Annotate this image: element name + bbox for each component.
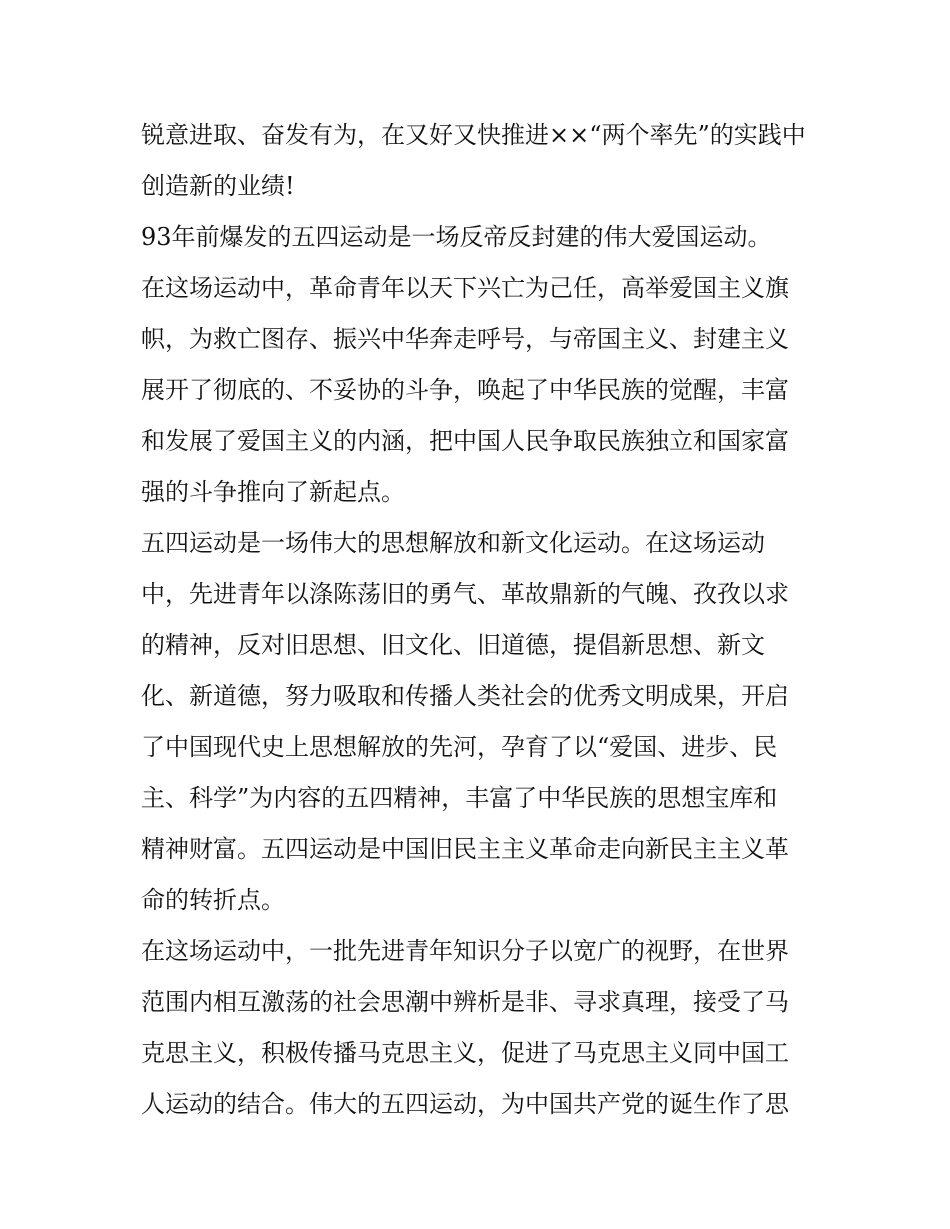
text-line: 克思主义，积极传播马克思主义，促进了马克思主义同中国工 bbox=[141, 1039, 789, 1067]
text-line: 化、新道德，努力吸取和传播人类社会的优秀文明成果，开启 bbox=[141, 682, 789, 710]
text-line: 创造新的业绩! bbox=[141, 172, 295, 200]
text-line: 了中国现代史上思想解放的先河，孕育了以“爱国、进步、民 bbox=[141, 733, 778, 761]
text-line: 人运动的结合。伟大的五四运动，为中国共产党的诞生作了思 bbox=[141, 1090, 789, 1118]
text-line: 命的转折点。 bbox=[141, 886, 285, 914]
text-line: 的精神，反对旧思想、旧文化、旧道德，提倡新思想、新文 bbox=[141, 631, 765, 659]
body-text bbox=[141, 110, 821, 1130]
text-line: 锐意进取、奋发有为，在又好又快推进××“两个率先”的实践中 bbox=[141, 121, 806, 149]
text-line: 帜，为救亡图存、振兴中华奔走呼号，与帝国主义、封建主义 bbox=[141, 325, 789, 353]
text-line: 展开了彻底的、不妥协的斗争，唤起了中华民族的觉醒，丰富 bbox=[141, 376, 789, 404]
text-line: 和发展了爱国主义的内涵，把中国人民争取民族独立和国家富 bbox=[141, 427, 789, 455]
text-line: 五四运动是一场伟大的思想解放和新文化运动。在这场运动 bbox=[141, 529, 765, 557]
text-line: 中，先进青年以涤陈荡旧的勇气、革故鼎新的气魄、孜孜以求 bbox=[141, 580, 789, 608]
text-line: 强的斗争推向了新起点。 bbox=[141, 478, 405, 506]
text-line: 93年前爆发的五四运动是一场反帝反封建的伟大爱国运动。 bbox=[141, 223, 772, 251]
text-line: 在这场运动中，一批先进青年知识分子以宽广的视野，在世界 bbox=[141, 937, 789, 965]
text-line: 在这场运动中，革命青年以天下兴亡为己任，高举爱国主义旗 bbox=[141, 274, 789, 302]
text-line: 精神财富。五四运动是中国旧民主主义革命走向新民主主义革 bbox=[141, 835, 789, 863]
text-line: 主、科学”为内容的五四精神，丰富了中华民族的思想宝库和 bbox=[141, 784, 778, 812]
text-line: 范围内相互激荡的社会思潮中辨析是非、寻求真理，接受了马 bbox=[141, 988, 789, 1016]
